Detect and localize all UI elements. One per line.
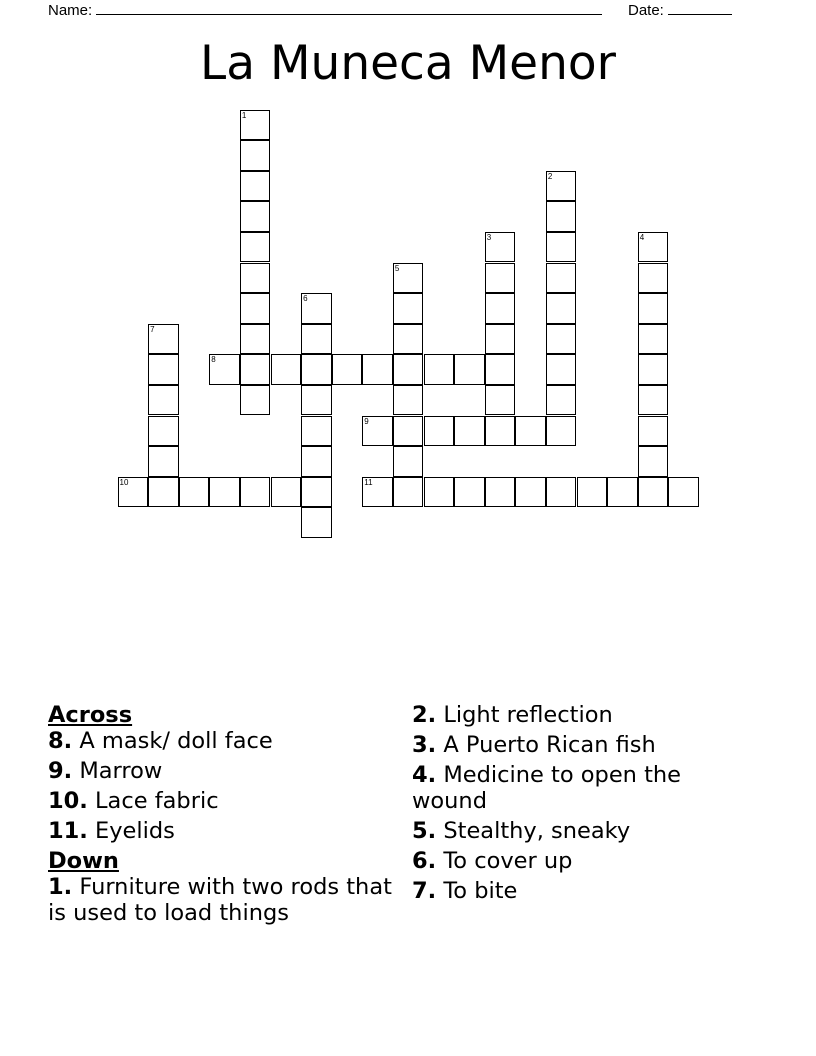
clue-number: 4. [412,762,437,788]
clue-down-7 [412,878,762,904]
grid-cell[interactable] [515,477,546,508]
grid-cell[interactable] [301,477,332,508]
grid-cell[interactable] [454,416,485,447]
clue-number: 11. [48,818,88,844]
grid-cell[interactable] [148,324,179,355]
grid-cell[interactable] [546,354,577,385]
grid-cell[interactable] [301,507,332,538]
cell-number: 7 [150,324,155,334]
grid-cell[interactable] [362,477,393,508]
clue-number: 5. [412,818,437,844]
grid-cell[interactable] [148,477,179,508]
grid-cell[interactable] [546,171,577,202]
grid-cell[interactable] [148,446,179,477]
grid-cell[interactable] [240,232,271,263]
clue-number: 2. [412,702,437,728]
cell-number: 5 [394,263,400,273]
cell-number: 6 [303,294,308,304]
cell-number: 8 [211,355,216,365]
grid-cell[interactable] [148,416,179,447]
grid-cell[interactable] [638,354,669,385]
grid-cell[interactable] [301,293,332,324]
grid-cell[interactable] [362,416,393,447]
grid-cell[interactable] [148,354,179,385]
grid-cell[interactable] [148,385,179,416]
grid-cell[interactable] [638,385,669,416]
grid-cell[interactable] [485,354,516,385]
grid-cell[interactable] [240,354,271,385]
grid-cell[interactable] [546,477,577,508]
grid-cell[interactable] [638,293,669,324]
grid-cell[interactable] [577,477,608,508]
grid-cell[interactable] [332,354,363,385]
cell-number: 11 [364,477,373,487]
clue-number: 8. [48,728,73,754]
grid-cell[interactable] [638,324,669,355]
clue-text: Eyelids [95,818,175,844]
grid-cell[interactable] [118,477,149,508]
grid-cell[interactable] [485,263,516,294]
grid-cell[interactable] [638,232,669,263]
grid-cell[interactable] [546,232,577,263]
grid-cell[interactable] [638,446,669,477]
grid-cell[interactable] [393,416,424,447]
clue-number: 3. [412,732,437,758]
grid-cell[interactable] [638,477,669,508]
clue-down-6 [412,848,762,874]
clue-text: Marrow [79,758,163,784]
clue-across-9 [48,758,393,784]
clue-down-3 [412,732,762,758]
grid-cell[interactable] [240,263,271,294]
clue-text: Medicine to open the wound [412,762,681,814]
clue-down-5 [412,818,762,844]
clue-number: 7. [412,878,437,904]
clue-text: Furniture with two rods that is used to load things [48,874,392,926]
name-label: Name: [48,2,93,19]
clue-text: To bite [443,878,518,904]
grid-cell[interactable] [301,385,332,416]
clue-text: Stealthy, sneaky [443,818,631,844]
grid-cell[interactable] [485,232,516,263]
clue-number: 6. [412,848,437,874]
grid-cell[interactable] [393,477,424,508]
grid-cell[interactable] [424,416,455,447]
clue-text: A mask/ doll face [79,728,273,754]
grid-cell[interactable] [240,140,271,171]
clue-number: 9. [48,758,73,784]
grid-cell[interactable] [454,477,485,508]
clue-down-4 [412,762,762,814]
clue-down-2 [412,702,762,728]
grid-cell[interactable] [240,477,271,508]
grid-cell[interactable] [546,324,577,355]
clue-number: 1. [48,874,73,900]
clue-across-10 [48,788,393,814]
clues-column-right [412,702,762,908]
page-title: La Muneca Menor [200,36,616,91]
grid-cell[interactable] [546,385,577,416]
grid-cell[interactable] [209,354,240,385]
grid-cell[interactable] [301,354,332,385]
grid-cell[interactable] [240,201,271,232]
clue-across-8 [48,728,393,754]
grid-cell[interactable] [393,263,424,294]
date-label: Date: [628,2,664,19]
grid-cell[interactable] [301,446,332,477]
cell-number: 3 [486,232,492,242]
grid-cell[interactable] [301,416,332,447]
cell-number: 1 [241,110,247,120]
grid-cell[interactable] [240,110,271,141]
clue-text: To cover up [443,848,573,874]
grid-cell[interactable] [668,477,699,508]
clues-column-left [48,702,393,930]
grid-cell[interactable] [485,477,516,508]
grid-cell[interactable] [271,354,302,385]
clue-text: Lace fabric [95,788,219,814]
grid-cell[interactable] [393,324,424,355]
grid-cell[interactable] [393,354,424,385]
clue-number: 10. [48,788,88,814]
cell-number: 10 [119,477,129,487]
clue-down-1 [48,874,393,926]
grid-cell[interactable] [271,477,302,508]
grid-cell[interactable] [424,354,455,385]
grid-cell[interactable] [485,385,516,416]
grid-cell[interactable] [546,201,577,232]
across-heading: Across [48,702,133,728]
grid-cell[interactable] [638,416,669,447]
grid-cell[interactable] [546,293,577,324]
grid-cell[interactable] [515,416,546,447]
grid-cell[interactable] [393,293,424,324]
grid-cell[interactable] [240,324,271,355]
grid-cell[interactable] [301,324,332,355]
grid-cell[interactable] [240,171,271,202]
cell-number: 2 [547,171,553,181]
grid-cell[interactable] [424,477,455,508]
grid-cell[interactable] [638,263,669,294]
cell-number: 4 [639,232,645,242]
grid-cell[interactable] [393,385,424,416]
grid-cell[interactable] [485,293,516,324]
grid-cell[interactable] [240,293,271,324]
grid-cell[interactable] [485,324,516,355]
grid-cell[interactable] [454,354,485,385]
grid-cell[interactable] [546,263,577,294]
cell-number: 9 [364,416,369,426]
grid-cell[interactable] [240,385,271,416]
grid-cell[interactable] [362,354,393,385]
grid-cell[interactable] [485,416,516,447]
clue-text: Light reflection [443,702,613,728]
grid-cell[interactable] [546,416,577,447]
grid-cell[interactable] [209,477,240,508]
grid-cell[interactable] [393,446,424,477]
clue-text: A Puerto Rican fish [443,732,656,758]
grid-cell[interactable] [179,477,210,508]
clue-across-11 [48,818,393,844]
down-heading: Down [48,848,119,874]
grid-cell[interactable] [607,477,638,508]
